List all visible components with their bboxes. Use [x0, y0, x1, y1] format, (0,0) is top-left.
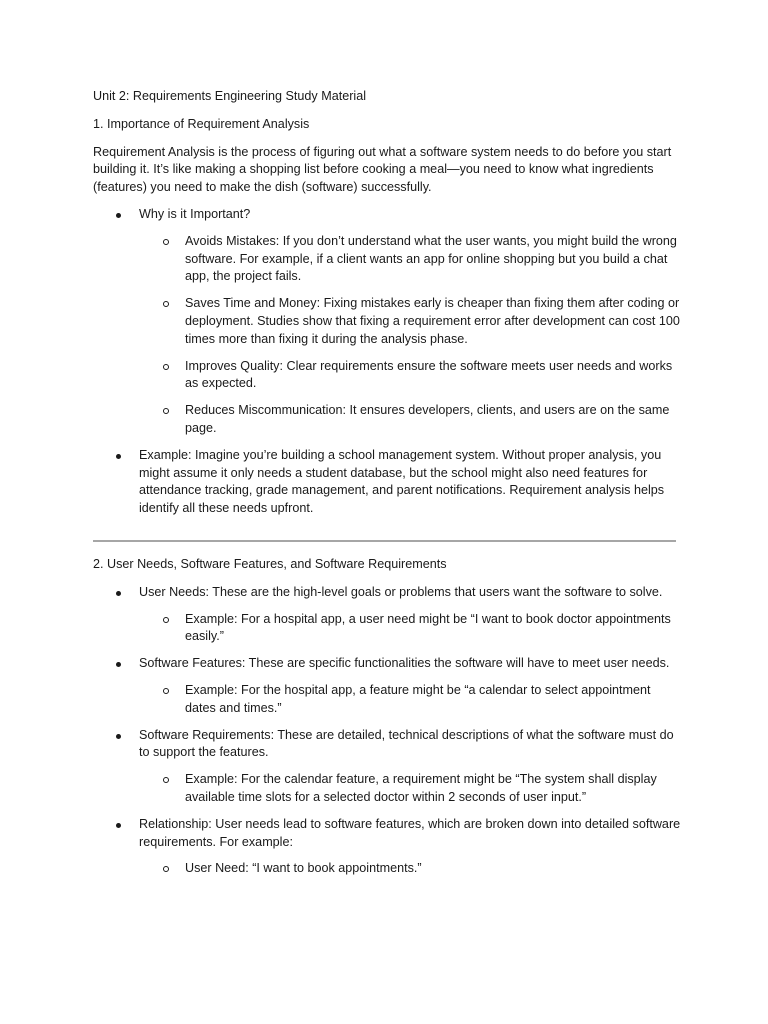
section-1-heading: 1. Importance of Requirement Analysis — [93, 116, 310, 131]
document-body — [93, 88, 683, 887]
sub-list-item — [93, 771, 683, 807]
section-1-intro: Requirement Analysis is the process of figuring out what a software system needs to do before you start building it. It’s like making a shopping list before cooking a meal—you need to know what ingredients (features) you need to make the dish (software) successfully. — [93, 144, 672, 195]
section-1-list — [93, 206, 683, 518]
section-2-heading: 2. User Needs, Software Features, and Software Requirements — [93, 556, 447, 571]
sub-list — [139, 771, 683, 807]
sub-item-text: User Need: “I want to book appointments.” — [185, 861, 422, 876]
list-item-text: User Needs: These are the high-level goals or problems that users want the software to solve. — [139, 584, 663, 599]
bullet-icon — [116, 591, 121, 596]
sub-list — [139, 860, 683, 878]
sub-item-text: Improves Quality: Clear requirements ensure the software meets user needs and works as expected. — [185, 358, 673, 391]
list-item-software-features — [93, 655, 683, 717]
bullet-icon — [116, 823, 121, 828]
sub-list-item — [93, 682, 683, 718]
list-item-relationship — [93, 816, 683, 878]
list-item-text: Software Requirements: These are detailed, technical descriptions of what the software must do to support the features. — [139, 727, 674, 760]
sub-list-item — [93, 860, 683, 878]
document-title: Unit 2: Requirements Engineering Study Material — [93, 89, 367, 103]
list-item-user-needs — [93, 584, 683, 646]
bullet-icon — [116, 734, 121, 739]
sub-list — [139, 682, 683, 718]
circle-bullet-icon — [163, 866, 169, 872]
sub-item-text: Example: For the calendar feature, a requirement might be “The system shall display available time slots for a selected doctor within 2 seconds of user input.” — [185, 772, 657, 804]
circle-bullet-icon — [163, 239, 169, 245]
sub-item-text: Saves Time and Money: Fixing mistakes early is cheaper than fixing them after coding or deployment. Studies show that fixing a requirement error after development can cost 100 times more than fixing it during the analysis phase. — [185, 296, 680, 346]
sub-item-text: Avoids Mistakes: If you don’t understand what the user wants, you might build the wrong software. For example, if a client wants an app for online shopping but you build a chat app, the project fails. — [185, 233, 677, 284]
circle-bullet-icon — [163, 777, 169, 783]
sub-item-text: Reduces Miscommunication: It ensures developers, clients, and users are on the same page. — [185, 403, 670, 435]
circle-bullet-icon — [163, 408, 169, 414]
sub-list-item — [93, 402, 683, 438]
horizontal-divider — [93, 540, 676, 542]
sub-list — [139, 611, 683, 647]
sub-list-item — [93, 611, 683, 647]
circle-bullet-icon — [163, 617, 169, 623]
bullet-icon — [116, 213, 121, 218]
sub-list-item — [93, 295, 683, 348]
list-item-text: Relationship: User needs lead to software features, which are broken down into detailed software requirements. For example: — [139, 816, 681, 849]
list-item-why — [93, 206, 683, 438]
circle-bullet-icon — [163, 301, 169, 307]
example-text: Example: Imagine you’re building a school management system. Without proper analysis, you might assume it only needs a student database, but the school might also need features for attendance tracking, grade management, and parent notifications. Requirement analysis helps identify all these needs upfront. — [139, 447, 665, 516]
sub-item-text: Example: For a hospital app, a user need might be “I want to book doctor appointments easily.” — [185, 611, 671, 644]
list-item-text: Software Features: These are specific functionalities the software will have to meet user needs. — [139, 656, 670, 671]
sub-list-item — [93, 358, 683, 394]
circle-bullet-icon — [163, 688, 169, 694]
section-2-list — [93, 584, 683, 878]
why-label: Why is it Important? — [139, 206, 251, 221]
list-item-software-requirements — [93, 727, 683, 807]
bullet-icon — [116, 454, 121, 459]
circle-bullet-icon — [163, 364, 169, 370]
bullet-icon — [116, 662, 121, 667]
list-item-example — [93, 447, 683, 518]
sub-item-text: Example: For the hospital app, a feature might be “a calendar to select appointment dates and times.” — [185, 682, 651, 715]
sub-list-item — [93, 233, 683, 286]
why-sublist — [139, 233, 683, 438]
